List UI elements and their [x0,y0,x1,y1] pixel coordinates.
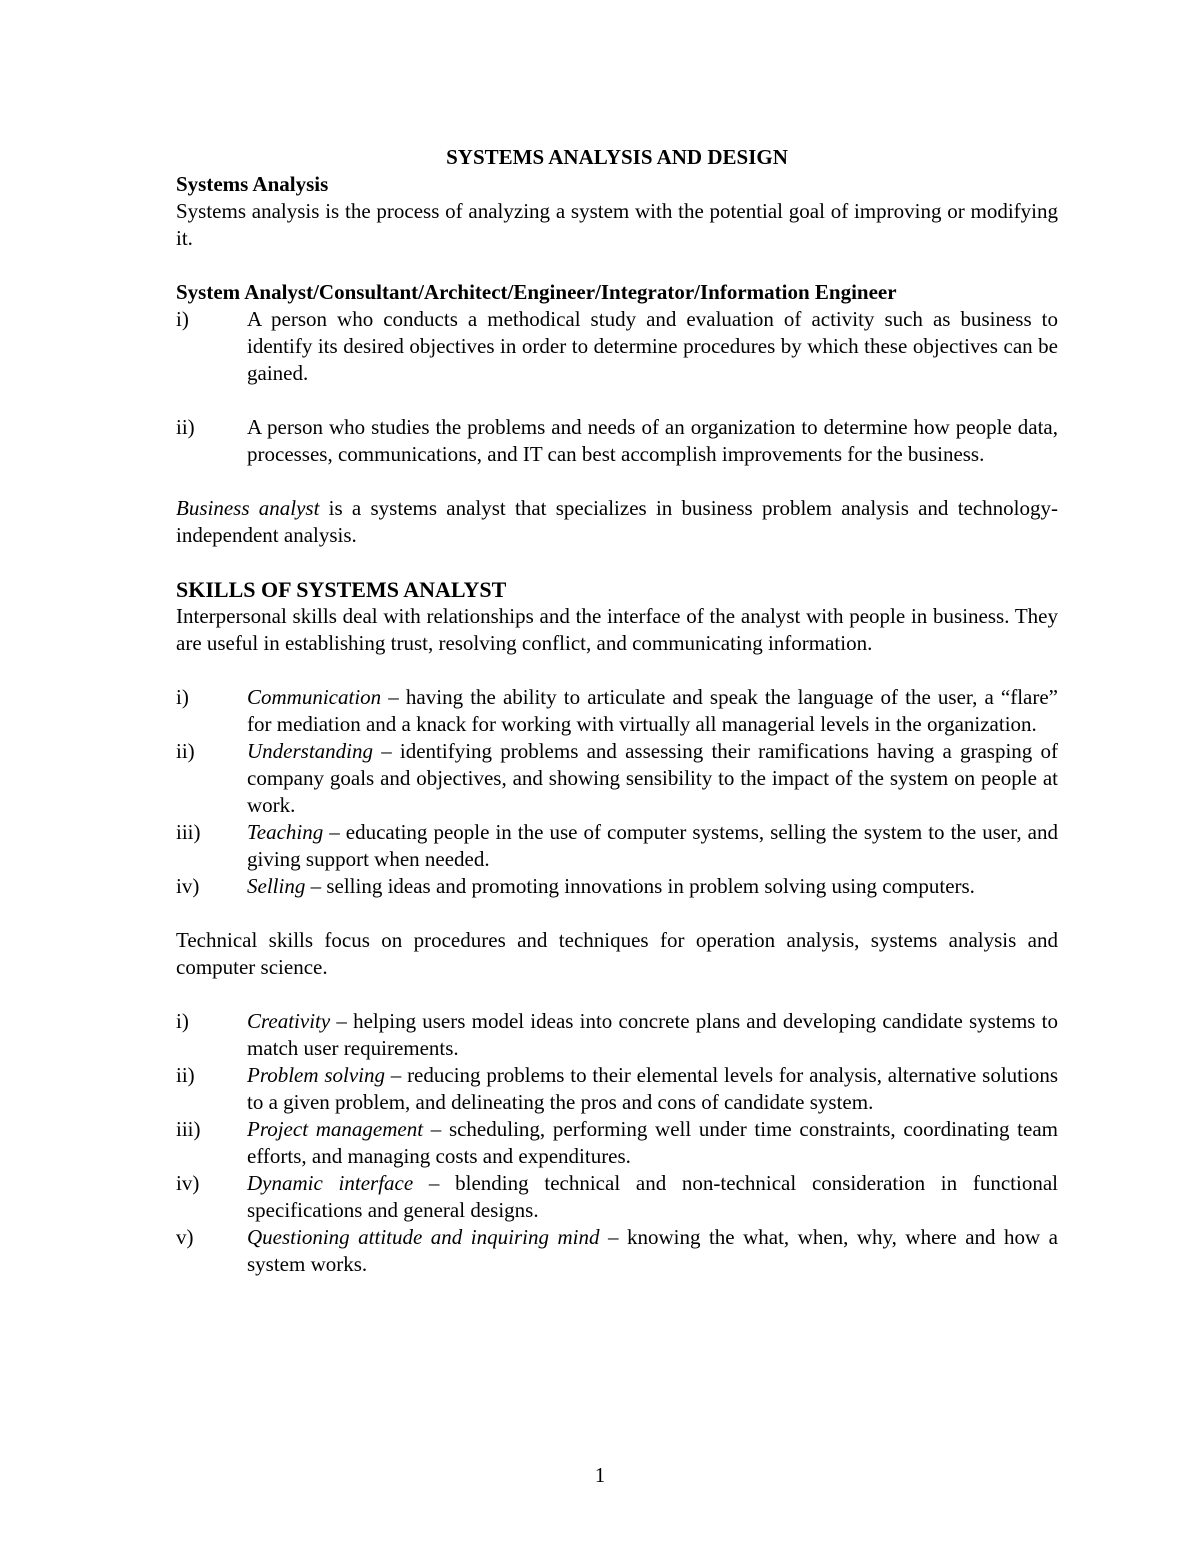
skill-term: Questioning attitude and inquiring mind [247,1225,600,1249]
spacer [176,549,1058,576]
spacer [176,657,1058,684]
skill-description: – helping users model ideas into concrete plans and developing candidate systems to match user requirements. [247,1009,1058,1060]
skill-description: – blending technical and non-technical consideration in functional specifications and general designs. [247,1171,1059,1222]
list-item [176,819,1058,873]
list-item-text: A person who studies the problems and needs of an organization to determine how people data, processes, communications, and IT can best accomplish improvements for the business. [247,415,1058,466]
skills-heading: SKILLS OF SYSTEMS ANALYST [176,577,507,602]
list-item [176,1170,1058,1224]
list-item-text [247,873,1058,900]
business-analyst-term: Business analyst [176,496,320,520]
interpersonal-skills-list [176,684,1058,900]
list-item-number: i) [176,685,189,709]
analyst-roles-heading: System Analyst/Consultant/Architect/Engineer/Integrator/Information Engineer [176,280,897,304]
list-item-text [247,1170,1058,1224]
list-item [176,873,1058,900]
page-number: 1 [594,1463,606,1487]
list-item-number: ii) [176,1063,195,1087]
list-item-text [247,1116,1058,1170]
skill-description: – scheduling, performing well under time constraints, coordinating team efforts, and managing costs and expenditures. [247,1117,1058,1168]
list-item [176,414,1058,468]
business-analyst-paragraph [176,495,1058,549]
technical-skills-list [176,1008,1058,1278]
list-item-text [247,684,1058,738]
list-item-text [247,1062,1058,1116]
list-item-number: iv) [176,1171,200,1195]
list-item-text [247,819,1058,873]
skill-description: – reducing problems to their elemental levels for analysis, alternative solutions to a given problem, and delineating the pros and cons of candidate system. [247,1063,1058,1114]
skill-term: Project management [247,1117,424,1141]
business-analyst-definition: is a systems analyst that specializes in business problem analysis and technology-independent analysis. [176,496,1058,547]
skill-description: – educating people in the use of computer systems, selling the system to the user, and giving support when needed. [247,820,1058,871]
skill-term: Problem solving [247,1063,385,1087]
list-item-text [247,1008,1058,1062]
analyst-roles-list [176,306,1058,468]
systems-analysis-definition: Systems analysis is the process of analyzing a system with the potential goal of improving or modifying it. [176,199,1058,250]
list-item [176,738,1058,819]
list-item-number: iv) [176,874,200,898]
spacer [176,981,1058,1008]
list-item [176,1224,1058,1278]
list-item-number: i) [176,307,189,331]
list-item-number: i) [176,1009,189,1033]
skill-term: Understanding [247,739,373,763]
skill-term: Teaching [247,820,324,844]
skill-description: – selling ideas and promoting innovations in problem solving using computers. [305,874,975,898]
list-item-number: iii) [176,820,201,844]
list-item-text [247,738,1058,819]
list-item-number: v) [176,1225,194,1249]
skill-term: Communication [247,685,382,709]
interpersonal-intro: Interpersonal skills deal with relationships and the interface of the analyst with people in business. They are useful in establishing trust, resolving conflict, and communicating information. [176,604,1058,655]
skill-term: Dynamic interface [247,1171,414,1195]
spacer [176,252,1058,279]
list-item-number: iii) [176,1117,201,1141]
list-item-text: A person who conducts a methodical study and evaluation of activity such as business to identify its desired objectives in order to determine procedures by which these objectives can be gained. [247,307,1058,385]
skill-term: Selling [247,874,306,898]
skill-term: Creativity [247,1009,331,1033]
list-item [176,306,1058,387]
list-item-number: ii) [176,415,195,439]
skill-description: – having the ability to articulate and speak the language of the user, a “flare” for mediation and a knack for working with virtually all managerial levels in the organization. [247,685,1058,736]
spacer [176,900,1058,927]
list-item [176,1062,1058,1116]
document-page [176,144,1058,1278]
document-title: SYSTEMS ANALYSIS AND DESIGN [446,145,788,169]
skill-description: – identifying problems and assessing their ramifications having a grasping of company goals and objectives, and showing sensibility to the impact of the system on people at work. [247,739,1058,817]
list-item [176,1116,1058,1170]
list-item-number: ii) [176,739,195,763]
list-item-text [247,1224,1058,1278]
spacer [176,468,1058,495]
skill-description: – knowing the what, when, why, where and how a system works. [247,1225,1059,1276]
systems-analysis-heading: Systems Analysis [176,172,329,196]
technical-intro: Technical skills focus on procedures and techniques for operation analysis, systems analysis and computer science. [176,928,1058,979]
list-item [176,1008,1058,1062]
list-item [176,684,1058,738]
